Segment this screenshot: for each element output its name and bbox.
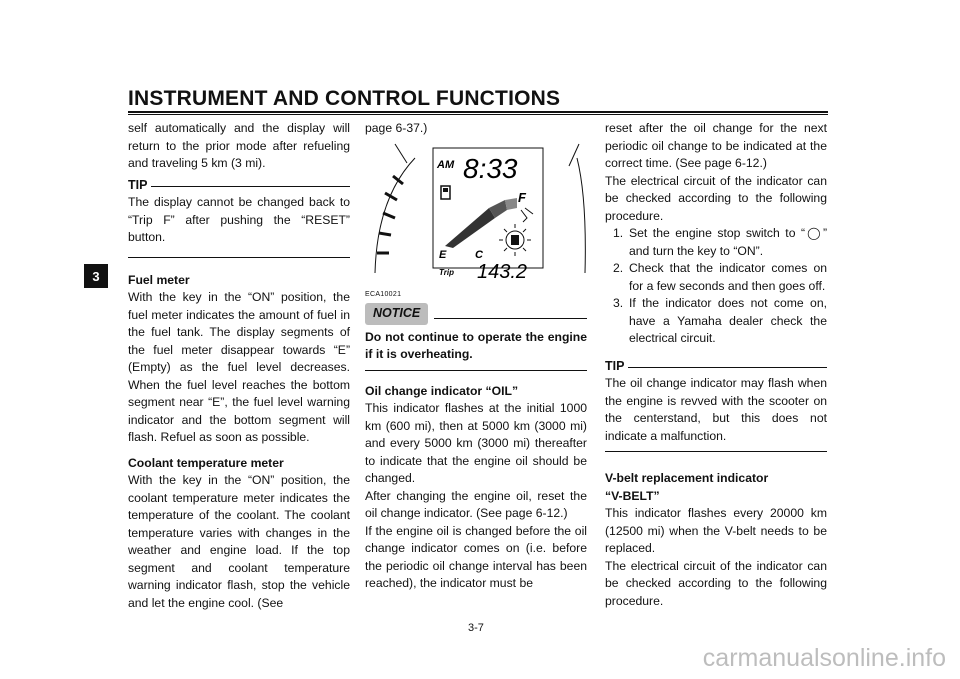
paragraph: This indicator flashes every 20000 km (12500 mi) when the V-belt needs to be replaced. — [605, 506, 827, 555]
vbelt-indicator-subheading: “V-BELT” — [605, 488, 660, 503]
column-right — [605, 120, 827, 610]
paragraph: reset after the oil change for the next periodic oil change to be indicated at the correct time. (See page 6-12.) — [605, 121, 827, 170]
vbelt-indicator-heading: V-belt replacement indicator — [605, 471, 769, 485]
cold-label: C — [475, 248, 483, 261]
instrument-figure — [365, 138, 587, 286]
full-label: F — [518, 189, 526, 205]
tip-label: TIP — [128, 177, 148, 192]
oil-indicator-heading: Oil change indicator “OIL” — [365, 383, 519, 398]
header-rule — [128, 111, 828, 113]
paragraph: This indicator flashes at the initial 1000 km (600 mi), then at 5000 km (3000 mi) and every 5000 km (3000 mi) thereafter to indicate that the engine oil should be changed. — [365, 401, 587, 485]
trip-label: Trip — [439, 267, 454, 277]
am-label: AM — [437, 158, 455, 171]
meter-illustration — [365, 138, 587, 286]
empty-label: E — [439, 248, 447, 261]
list-item: 3. If the indicator does not come on, have a Yamaha dealer check the electrical circuit. — [613, 296, 827, 345]
fuel-meter-heading: Fuel meter — [128, 272, 190, 287]
tip-box — [128, 177, 350, 258]
paragraph: If the engine oil is changed before the oil change indicator comes on (i.e. before the periodic oil change interval has been reached), the indicator must be — [365, 523, 587, 590]
list-item: 1. Set the engine stop switch to “◯” and turn the key to “ON”. — [613, 226, 827, 258]
coolant-meter-heading: Coolant temperature meter — [128, 455, 284, 470]
paragraph: After changing the engine oil, reset the oil change indicator. (See page 6-12.) — [365, 488, 587, 520]
paragraph: The electrical circuit of the indicator can be checked according to the following procedure. — [605, 173, 827, 223]
trip-readout: 143.2 — [477, 260, 528, 283]
header-rule-thin — [128, 114, 828, 115]
tip-box — [605, 358, 827, 453]
paragraph: The electrical circuit of the indicator can be checked according to the following procedure. — [605, 558, 827, 608]
paragraph: self automatically and the display will return to the prior mode after refueling and traveling 5 km (3 mi). — [128, 121, 350, 170]
page-header-title: INSTRUMENT AND CONTROL FUNCTIONS — [128, 87, 561, 110]
watermark: carmanualsonline.info — [702, 644, 946, 672]
column-middle — [365, 120, 587, 593]
notice-badge: NOTICE — [365, 303, 428, 325]
notice-header — [365, 303, 587, 325]
paragraph: page 6-37.) — [365, 121, 428, 135]
notice-code: ECA10021 — [365, 290, 402, 298]
tip-text: The display cannot be changed back to “Trip F” after pushing the “RESET” button. — [128, 195, 350, 244]
tip-label: TIP — [605, 358, 625, 373]
procedure-list — [605, 225, 827, 348]
chapter-tab: 3 — [84, 264, 108, 288]
page-number: 3-7 — [468, 622, 484, 634]
column-left — [128, 120, 350, 612]
clock-readout: 8:33 — [463, 152, 518, 184]
coolant-meter-text: With the key in the “ON” position, the coolant temperature meter indicates the temperature of the coolant. The coolant temperature varies with changes in the weather and engine load. If the top segment and coolant temperature warning indicator flash, stop the vehicle and let the engine cool. (See — [128, 473, 350, 610]
list-item: 2. Check that the indicator comes on for a few seconds and then goes off. — [613, 261, 827, 293]
fuel-meter-text: With the key in the “ON” position, the fuel meter indicates the amount of fuel in the fuel tank. The display segments of the fuel meter disappear towards “E” (Empty) as the fuel level decreases. When the fuel level reaches the bottom segment near “E”, the fuel level warning indicator and the bottom segment will flash. Refuel as soon as possible. — [128, 290, 350, 444]
notice-text: Do not continue to operate the engine if it is overheating. — [365, 329, 587, 361]
tip-text: The oil change indicator may flash when the engine is revved with the scooter on the centerstand, but this does not indicate a malfunction. — [605, 376, 827, 443]
